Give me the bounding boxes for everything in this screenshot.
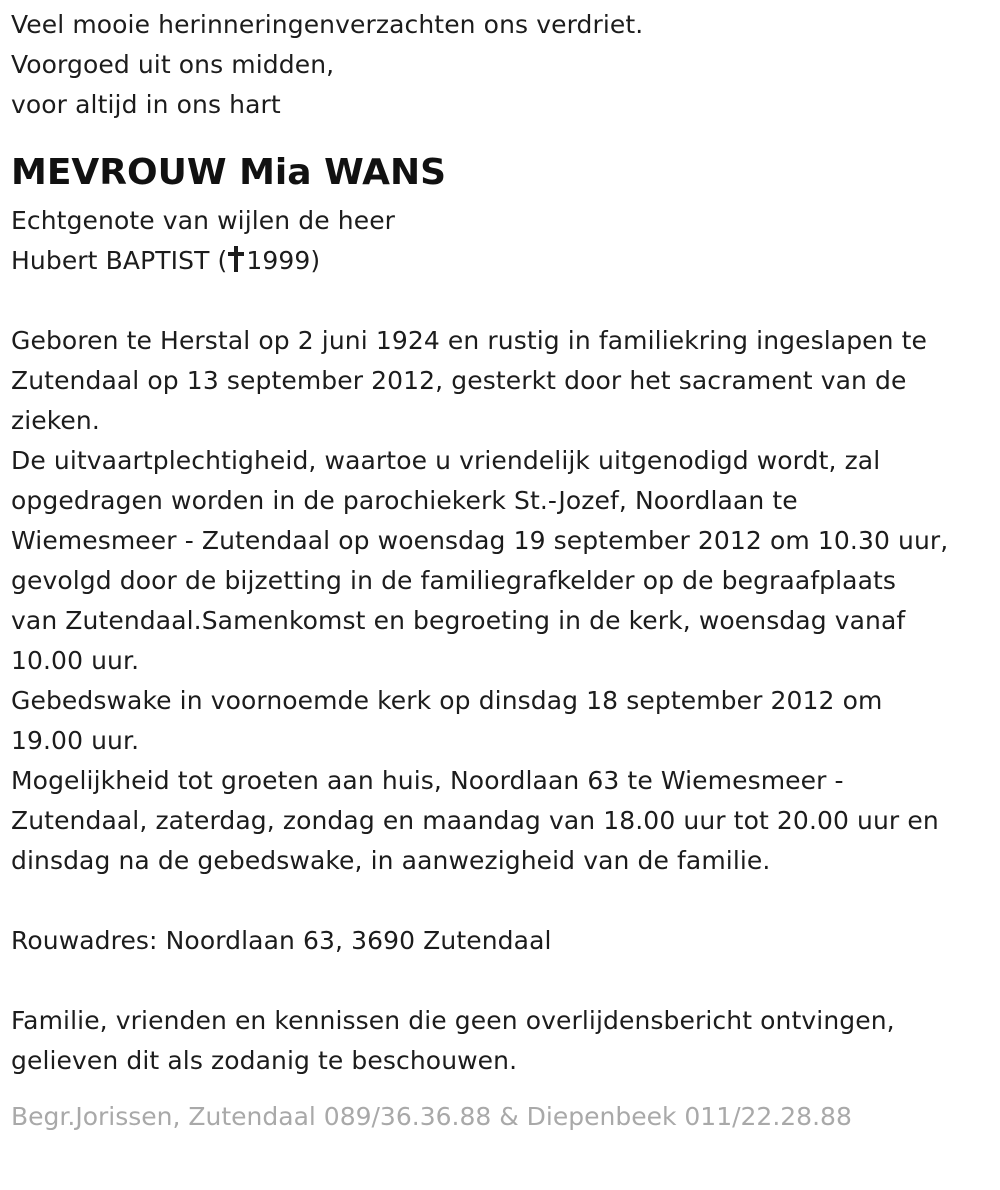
spouse-death-year: 1999) [246, 246, 321, 275]
announcement-line: Wiemesmeer - Zutendaal op woensdag 19 september 2012 om 10.30 uur, [11, 526, 949, 555]
announcement-line: dinsdag na de gebedswake, in aanwezigheid van de familie. [11, 846, 771, 875]
announcement-line: Geboren te Herstal op 2 juni 1924 en rustig in familiekring ingeslapen te [11, 326, 928, 355]
verse-line: voor altijd in ons hart [11, 90, 281, 119]
announcement-line: 10.00 uur. [11, 646, 140, 675]
closing-line: Familie, vrienden en kennissen die geen overlijdensbericht ontvingen, [11, 1006, 895, 1035]
announcement-line: Zutendaal op 13 september 2012, gesterkt door het sacrament van de [11, 366, 907, 395]
announcement-line: 19.00 uur. [11, 726, 140, 755]
relation-line: Echtgenote van wijlen de heer [11, 206, 396, 235]
announcement-line: De uitvaartplechtigheid, waartoe u vriendelijk uitgenodigd wordt, zal [11, 446, 881, 475]
spacer [11, 961, 991, 1001]
announcement-text [11, 321, 991, 881]
closing-line: gelieven dit als zodanig te beschouwen. [11, 1046, 518, 1075]
verse-line: Voorgoed uit ons midden, [11, 50, 335, 79]
announcement-line: gevolgd door de bijzetting in de familiegrafkelder op de begraafplaats [11, 566, 897, 595]
announcement-line: opgedragen worden in de parochiekerk St.-Jozef, Noordlaan te [11, 486, 798, 515]
obituary-notice [11, 5, 991, 1137]
mourning-address: Rouwadres: Noordlaan 63, 3690 Zutendaal [11, 926, 552, 955]
funeral-home-credit: Begr.Jorissen, Zutendaal 089/36.36.88 & Diepenbeek 011/22.28.88 [11, 1102, 852, 1131]
announcement-line: zieken. [11, 406, 100, 435]
announcement-line: Zutendaal, zaterdag, zondag en maandag van 18.00 uur tot 20.00 uur en [11, 806, 939, 835]
spouse-name: Hubert BAPTIST ( [11, 246, 228, 275]
verse-line: Veel mooie herinneringenverzachten ons verdriet. [11, 10, 644, 39]
cross-icon [228, 246, 244, 272]
announcement-line: van Zutendaal.Samenkomst en begroeting in de kerk, woensdag vanaf [11, 606, 906, 635]
spacer [11, 881, 991, 921]
spouse-line [11, 241, 991, 281]
spouse-info [11, 201, 991, 281]
announcement-line: Mogelijkheid tot groeten aan huis, Noordlaan 63 te Wiemesmeer - [11, 766, 844, 795]
spacer [11, 281, 991, 321]
memorial-verse [11, 5, 991, 125]
announcement-line: Gebedswake in voornoemde kerk op dinsdag 18 september 2012 om [11, 686, 883, 715]
closing-text [11, 1001, 991, 1081]
deceased-name: MEVROUW Mia WANS [11, 152, 447, 193]
